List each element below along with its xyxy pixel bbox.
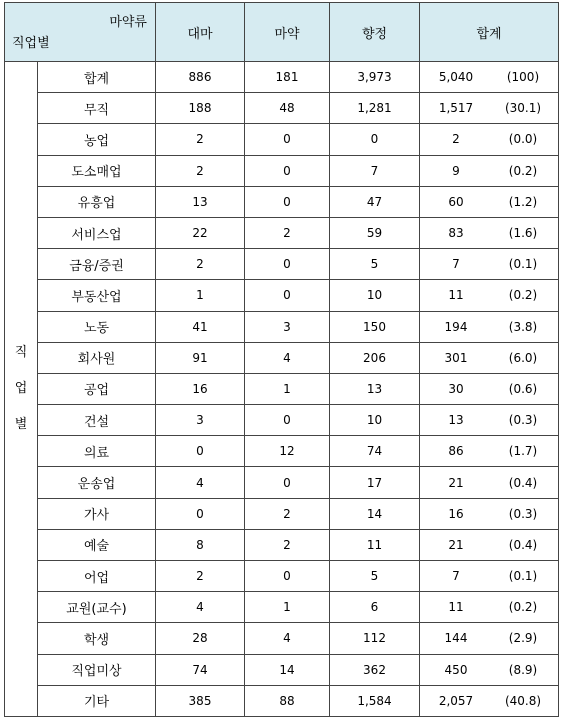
narcotics-count: 48 — [245, 93, 330, 124]
narcotics-count: 4 — [245, 623, 330, 654]
narcotics-count: 2 — [245, 529, 330, 560]
narcotics-count: 88 — [245, 685, 330, 716]
side-label-char: 직 — [14, 344, 28, 360]
table-row — [5, 311, 559, 342]
psychotropic-count: 362 — [330, 654, 420, 685]
total-cell — [420, 373, 559, 404]
total-count: 144 — [444, 631, 468, 646]
psychotropic-count: 59 — [330, 217, 420, 248]
total-percent: (0.4) — [508, 537, 538, 552]
cannabis-count: 74 — [156, 654, 245, 685]
side-label-char: 업 — [14, 380, 28, 396]
psychotropic-count: 10 — [330, 280, 420, 311]
psychotropic-count: 74 — [330, 436, 420, 467]
table-row — [5, 467, 559, 498]
occupation-label: 예술 — [38, 529, 156, 560]
total-cell — [420, 561, 559, 592]
occupation-label: 농업 — [38, 124, 156, 155]
cannabis-count: 91 — [156, 342, 245, 373]
psychotropic-count: 47 — [330, 186, 420, 217]
total-count: 13 — [448, 413, 464, 428]
psychotropic-count: 0 — [330, 124, 420, 155]
narcotics-count: 1 — [245, 373, 330, 404]
total-count: 86 — [448, 444, 464, 459]
cannabis-count: 0 — [156, 498, 245, 529]
total-percent: (0.3) — [508, 506, 538, 521]
total-count: 11 — [448, 600, 464, 615]
total-cell — [420, 155, 559, 186]
cannabis-count: 1 — [156, 280, 245, 311]
table-row — [5, 155, 559, 186]
total-cell — [420, 280, 559, 311]
total-cell — [420, 498, 559, 529]
total-cell — [420, 342, 559, 373]
total-percent: (1.6) — [508, 226, 538, 241]
narcotics-count: 0 — [245, 405, 330, 436]
psychotropic-count: 112 — [330, 623, 420, 654]
psychotropic-count: 7 — [330, 155, 420, 186]
total-cell — [420, 623, 559, 654]
occupation-label: 공업 — [38, 373, 156, 404]
drug-offenders-by-occupation-table — [4, 2, 559, 717]
psychotropic-count: 150 — [330, 311, 420, 342]
occupation-label: 교원(교수) — [38, 592, 156, 623]
table-row — [5, 93, 559, 124]
total-percent: (100) — [506, 70, 540, 85]
occupation-label: 건설 — [38, 405, 156, 436]
table-row — [5, 685, 559, 716]
total-cell — [420, 62, 559, 93]
total-cell — [420, 249, 559, 280]
cannabis-count: 2 — [156, 124, 245, 155]
total-percent: (0.2) — [508, 288, 538, 303]
total-count: 7 — [452, 257, 460, 272]
psychotropic-count: 11 — [330, 529, 420, 560]
total-count: 11 — [448, 288, 464, 303]
cannabis-count: 385 — [156, 685, 245, 716]
total-cell — [420, 529, 559, 560]
occupation-label: 노동 — [38, 311, 156, 342]
narcotics-count: 3 — [245, 311, 330, 342]
total-count: 2,057 — [438, 693, 474, 708]
table-row — [5, 623, 559, 654]
occupation-side-label — [5, 62, 38, 717]
total-percent: (30.1) — [504, 101, 542, 116]
total-percent: (0.1) — [508, 569, 538, 584]
narcotics-count: 0 — [245, 186, 330, 217]
narcotics-count: 181 — [245, 62, 330, 93]
table-row — [5, 62, 559, 93]
psychotropic-count: 5 — [330, 249, 420, 280]
narcotics-count: 0 — [245, 155, 330, 186]
psychotropic-count: 14 — [330, 498, 420, 529]
total-percent: (8.9) — [508, 662, 538, 677]
total-cell — [420, 436, 559, 467]
narcotics-count: 14 — [245, 654, 330, 685]
narcotics-count: 0 — [245, 249, 330, 280]
table-row — [5, 217, 559, 248]
psychotropic-count: 17 — [330, 467, 420, 498]
total-percent: (0.2) — [508, 163, 538, 178]
psychotropic-count: 3,973 — [330, 62, 420, 93]
cannabis-count: 886 — [156, 62, 245, 93]
occupation-label: 도소매업 — [38, 155, 156, 186]
cannabis-count: 2 — [156, 155, 245, 186]
total-cell — [420, 654, 559, 685]
psychotropic-count: 6 — [330, 592, 420, 623]
table-row — [5, 436, 559, 467]
header-narcotics: 마약 — [245, 3, 330, 62]
table-row — [5, 342, 559, 373]
total-percent: (2.9) — [508, 631, 538, 646]
total-count: 83 — [448, 226, 464, 241]
cannabis-count: 16 — [156, 373, 245, 404]
occupation-label: 회사원 — [38, 342, 156, 373]
total-percent: (0.2) — [508, 600, 538, 615]
occupation-label: 의료 — [38, 436, 156, 467]
total-percent: (0.4) — [508, 475, 538, 490]
total-cell — [420, 124, 559, 155]
narcotics-count: 1 — [245, 592, 330, 623]
occupation-label: 서비스업 — [38, 217, 156, 248]
cannabis-count: 13 — [156, 186, 245, 217]
psychotropic-count: 1,281 — [330, 93, 420, 124]
cannabis-count: 3 — [156, 405, 245, 436]
narcotics-count: 0 — [245, 561, 330, 592]
cannabis-count: 22 — [156, 217, 245, 248]
total-count: 301 — [444, 350, 468, 365]
cannabis-count: 28 — [156, 623, 245, 654]
header-total: 합계 — [420, 3, 559, 62]
header-psychotropic: 향정 — [330, 3, 420, 62]
table-row — [5, 561, 559, 592]
header-row — [5, 3, 559, 62]
total-cell — [420, 467, 559, 498]
table-row — [5, 186, 559, 217]
total-percent: (0.6) — [508, 381, 538, 396]
total-percent: (3.8) — [508, 319, 538, 334]
header-corner-cell — [5, 3, 156, 62]
cannabis-count: 0 — [156, 436, 245, 467]
narcotics-count: 2 — [245, 498, 330, 529]
header-cannabis: 대마 — [156, 3, 245, 62]
total-percent: (40.8) — [504, 693, 542, 708]
occupation-label: 학생 — [38, 623, 156, 654]
total-count: 21 — [448, 537, 464, 552]
total-count: 1,517 — [438, 101, 474, 116]
total-count: 5,040 — [438, 70, 474, 85]
table-row — [5, 654, 559, 685]
psychotropic-count: 1,584 — [330, 685, 420, 716]
total-count: 2 — [452, 132, 460, 147]
occupation-label: 어업 — [38, 561, 156, 592]
cannabis-count: 2 — [156, 249, 245, 280]
occupation-label: 금융/증권 — [38, 249, 156, 280]
total-count: 9 — [452, 163, 460, 178]
psychotropic-count: 10 — [330, 405, 420, 436]
table-row — [5, 498, 559, 529]
total-cell — [420, 93, 559, 124]
table-row — [5, 249, 559, 280]
total-count: 60 — [448, 194, 464, 209]
total-percent: (0.0) — [508, 132, 538, 147]
cannabis-count: 4 — [156, 592, 245, 623]
narcotics-count: 0 — [245, 280, 330, 311]
total-percent: (6.0) — [508, 350, 538, 365]
total-cell — [420, 217, 559, 248]
total-count: 16 — [448, 506, 464, 521]
occupation-label: 운송업 — [38, 467, 156, 498]
total-cell — [420, 405, 559, 436]
occupation-label: 가사 — [38, 498, 156, 529]
table-row — [5, 280, 559, 311]
total-percent: (1.7) — [508, 444, 538, 459]
table-row — [5, 373, 559, 404]
side-label-char: 별 — [14, 416, 28, 432]
cannabis-count: 2 — [156, 561, 245, 592]
total-cell — [420, 186, 559, 217]
occupation-label: 직업미상 — [38, 654, 156, 685]
total-count: 7 — [452, 569, 460, 584]
occupation-label: 기타 — [38, 685, 156, 716]
total-percent: (0.3) — [508, 413, 538, 428]
table-row — [5, 529, 559, 560]
occupation-label: 부동산업 — [38, 280, 156, 311]
total-percent: (1.2) — [508, 194, 538, 209]
occupation-label: 무직 — [38, 93, 156, 124]
total-percent: (0.1) — [508, 257, 538, 272]
header-corner-drug-type: 마약류 — [109, 15, 147, 30]
total-cell — [420, 592, 559, 623]
psychotropic-count: 5 — [330, 561, 420, 592]
total-cell — [420, 311, 559, 342]
table-row — [5, 405, 559, 436]
narcotics-count: 0 — [245, 124, 330, 155]
table-row — [5, 592, 559, 623]
total-count: 450 — [444, 662, 468, 677]
table-row — [5, 124, 559, 155]
total-count: 194 — [444, 319, 468, 334]
occupation-label: 유흥업 — [38, 186, 156, 217]
total-count: 30 — [448, 381, 464, 396]
header-corner-occupation: 직업별 — [12, 36, 50, 51]
psychotropic-count: 206 — [330, 342, 420, 373]
cannabis-count: 188 — [156, 93, 245, 124]
total-count: 21 — [448, 475, 464, 490]
narcotics-count: 2 — [245, 217, 330, 248]
narcotics-count: 4 — [245, 342, 330, 373]
narcotics-count: 0 — [245, 467, 330, 498]
psychotropic-count: 13 — [330, 373, 420, 404]
narcotics-count: 12 — [245, 436, 330, 467]
cannabis-count: 8 — [156, 529, 245, 560]
cannabis-count: 4 — [156, 467, 245, 498]
cannabis-count: 41 — [156, 311, 245, 342]
total-cell — [420, 685, 559, 716]
occupation-label: 합계 — [38, 62, 156, 93]
